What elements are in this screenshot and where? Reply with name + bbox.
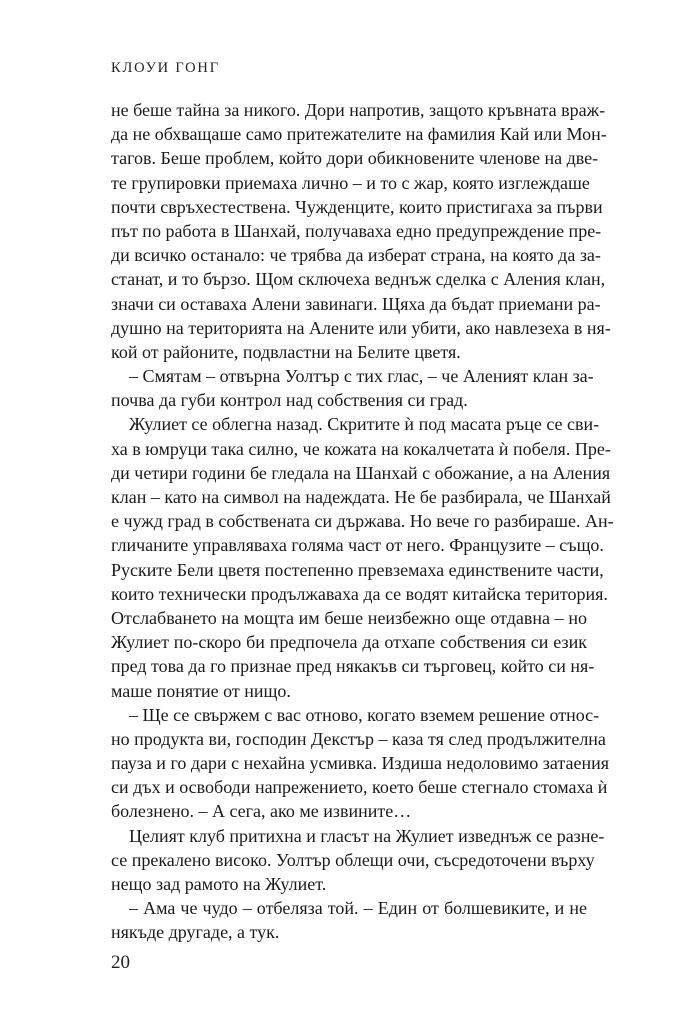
text-line: почва да губи контрол над собствения си град. bbox=[111, 390, 468, 411]
text-line: си дъх и освободи напрежението, което беше стегнало стомаха ѝ bbox=[111, 777, 608, 798]
text-line: – Ще се свържем с вас отново, когато вземем решение относ- bbox=[129, 704, 600, 725]
text-line: Отслабването на мощта им беше неизбежно още отдавна – но bbox=[111, 607, 587, 628]
text-line: душно на територията на Алените или убити, ако навлезеха в ня- bbox=[111, 317, 611, 338]
text-line: ди всичко останало: че трябва да изберат страна, на която да за- bbox=[111, 245, 601, 266]
text-line: пред това да го признае пред някакъв си търговец, който си ня- bbox=[111, 656, 595, 677]
text-line: гличаните управляваха голяма част от него. Французите – също. bbox=[111, 535, 604, 556]
text-line: значи си оставаха Алени завинаги. Щяха да бъдат приемани ра- bbox=[111, 293, 601, 314]
text-line: ди четири години бе гледала на Шанхай с обожание, а на Аления bbox=[111, 462, 611, 483]
text-line: почти свръхестествена. Чужденците, които пристигаха за първи bbox=[111, 196, 603, 217]
text-line: – Ама че чудо – отбеляза той. – Един от болшевиките, и не bbox=[129, 898, 587, 919]
text-line: ха в юмруци така силно, че кожата на кокалчетата ѝ побеля. Пре- bbox=[111, 438, 611, 459]
text-line: станат, и то бързо. Щом сключеха веднъж сделка с Аления клан, bbox=[111, 269, 606, 290]
text-line: не беше тайна за никого. Дори напротив, защото кръвната враж- bbox=[111, 100, 606, 120]
running-head: КЛОУИ ГОНГ bbox=[111, 60, 220, 76]
text-line: се прекалено високо. Уолтър облещи очи, съсредоточени върху bbox=[111, 849, 595, 870]
text-line: да не обхващаше само притежателите на фамилия Кай или Мон- bbox=[111, 124, 607, 145]
text-line: но продукта ви, господин Декстър – каза тя след продължителна bbox=[111, 728, 606, 749]
page-number: 20 bbox=[111, 952, 130, 973]
text-line: някъде другаде, а тук. bbox=[111, 922, 280, 943]
text-line: които технически продължаваха да се водят китайска територия. bbox=[111, 583, 608, 604]
text-line: е чужд град в собствената си държава. Но вече го разбираше. Ан- bbox=[111, 511, 614, 532]
text-line: – Смятам – отвърна Уолтър с тих глас, – че Аленият клан за- bbox=[129, 366, 594, 387]
text-line: път по работа в Шанхай, получаваха едно предупреждение пре- bbox=[111, 220, 602, 241]
text-line: тагов. Беше проблем, който дори обикновените членове на две- bbox=[111, 148, 599, 169]
text-line: Руските Бели цветя постепенно превземаха единствените части, bbox=[111, 559, 604, 580]
text-line: нещо зад рамото на Жулиет. bbox=[111, 874, 327, 894]
text-line: Жулиет се облегна назад. Скритите ѝ под масата ръце се сви- bbox=[129, 414, 600, 435]
text-line: кой от районите, подвластни на Белите цветя. bbox=[111, 341, 461, 362]
text-line: маше понятие от нищо. bbox=[111, 680, 291, 701]
text-line: Целият клуб притихна и гласът на Жулиет изведнъж се разне- bbox=[129, 825, 605, 846]
text-line: болезнено. – А сега, ако ме извините… bbox=[111, 801, 412, 822]
text-line: пауза и го дари с нехайна усмивка. Издиша недоловимо затаения bbox=[111, 753, 609, 774]
text-line: те групировки приемаха лично – и то с жар, която изглеждаше bbox=[111, 172, 590, 193]
text-line: клан – като на символ на надеждата. Не бе разбирала, че Шанхай bbox=[111, 487, 611, 507]
body-text bbox=[111, 98, 614, 945]
text-line: Жулиет по-скоро би предпочела да отхапе собствения си език bbox=[111, 632, 587, 653]
